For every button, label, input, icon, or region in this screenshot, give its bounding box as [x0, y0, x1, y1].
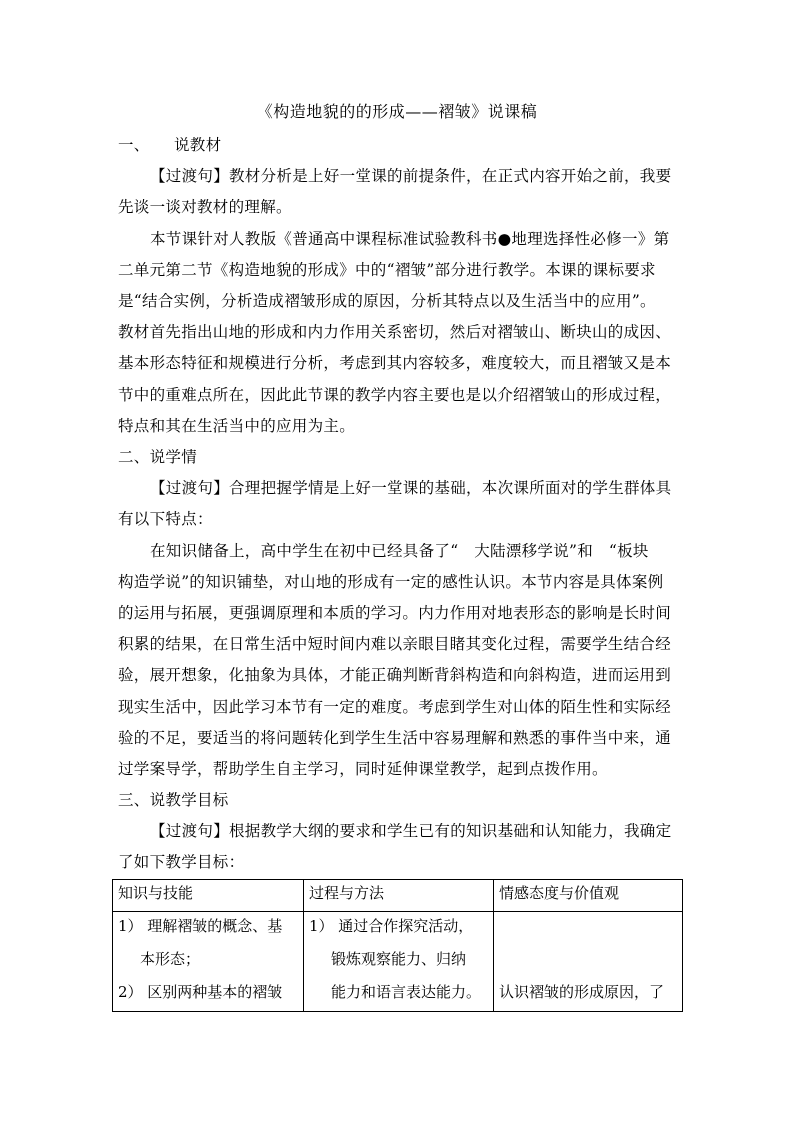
paragraph-line: 积累的结果，在日常生活中短时间内难以亲眼目睹其变化过程，需要学生结合经: [118, 635, 672, 653]
table-header-cell: 过程与方法: [304, 880, 494, 912]
paragraph-line: 过学案导学，帮助学生自主学习，同时延伸课堂教学，起到点拨作用。: [118, 760, 608, 778]
page-title: 《构造地貌的的形成——褶皱》说课稿: [256, 102, 538, 121]
cell-line: 1） 通过合作探究活动，: [309, 917, 474, 935]
paragraph-line: 特点和其在生活当中的应用为主。: [118, 417, 356, 435]
section-heading-2: 二、说学情: [118, 448, 198, 466]
cell-line: 1） 理解褶皱的概念、基: [118, 917, 283, 935]
paragraph-line: 构造学说”的知识铺垫，对山地的形成有一定的感性认识。本节内容是具体案例: [118, 573, 664, 591]
table-header-cell: 知识与技能: [113, 880, 304, 912]
paragraph-line: 的运用与拓展，更强调原理和本质的学习。内力作用对地表形态的影响是长时间: [118, 604, 672, 622]
paragraph-line: 节中的重难点所在，因此此节课的教学内容主要也是以介绍褶皱山的形成过程，: [118, 386, 672, 404]
paragraph-line: 本节课针对人教版《普通高中课程标准试验教科书●地理选择性必修一》第: [150, 230, 670, 248]
teaching-goals-table: [112, 879, 683, 1012]
table-cell-process: [304, 912, 494, 1012]
cell-line: 2） 区别两种基本的褶皱: [118, 983, 283, 1001]
cell-line: [499, 945, 682, 978]
paragraph-line: 在知识储备上，高中学生在初中已经具备了“ 大陆漂移学说”和 “板块: [150, 542, 649, 560]
paragraph-line: 教材首先指出山地的形成和内力作用关系密切，然后对褶皱山、断块山的成因、: [118, 323, 672, 341]
cell-line: 认识褶皱的形成原因，了: [499, 983, 665, 1001]
paragraph-line: 了如下教学目标：: [118, 853, 245, 871]
table-cell-attitude: [494, 912, 683, 1012]
paragraph-line: 验的不足，要适当的将问题转化到学生生活中容易理解和熟悉的事件当中来，通: [118, 729, 672, 747]
paragraph-line: 是“结合实例，分析造成褶皱形成的原因，分析其特点以及生活当中的应用”。: [118, 292, 656, 310]
table-header-cell: 情感态度与价值观: [494, 880, 683, 912]
cell-line: 本形态；: [140, 950, 201, 968]
table-cell-knowledge: [113, 912, 304, 1012]
paragraph-line: 【过渡句】合理把握学情是上好一堂课的基础，本次课所面对的学生群体具: [150, 479, 672, 497]
table-row: [113, 912, 683, 1012]
paragraph-line: 有以下特点：: [118, 510, 213, 528]
section-number: 一、: [118, 136, 150, 154]
paragraph-line: 【过渡句】教材分析是上好一堂课的前提条件，在正式内容开始之前，我要: [150, 167, 672, 185]
cell-line: 锻炼观察能力、归纳: [331, 950, 467, 968]
paragraph-line: 现实生活中，因此学习本节有一定的难度。考虑到学生对山体的陌生性和实际经: [118, 698, 672, 716]
paragraph-line: 【过渡句】根据教学大纲的要求和学生已有的知识基础和认知能力，我确定: [150, 822, 672, 840]
section-heading-3: 三、说教学目标: [118, 791, 229, 809]
paragraph-line: 先谈一谈对教材的理解。: [118, 198, 292, 216]
cell-line: 能力和语言表达能力。: [331, 983, 482, 1001]
paragraph-line: 验，展开想象，化抽象为具体，才能正确判断背斜构造和向斜构造，进而运用到: [118, 666, 672, 684]
cell-line: [499, 912, 682, 945]
section-heading-1: [118, 135, 221, 155]
paragraph-line: 二单元第二节《构造地貌的形成》中的“褶皱”部分进行教学。本课的课标要求: [118, 261, 656, 279]
table-header-row: [113, 880, 683, 912]
paragraph-line: 基本形态特征和规模进行分析，考虑到其内容较多，难度较大，而且褶皱又是本: [118, 354, 672, 372]
section-title: 说教材: [174, 136, 222, 154]
